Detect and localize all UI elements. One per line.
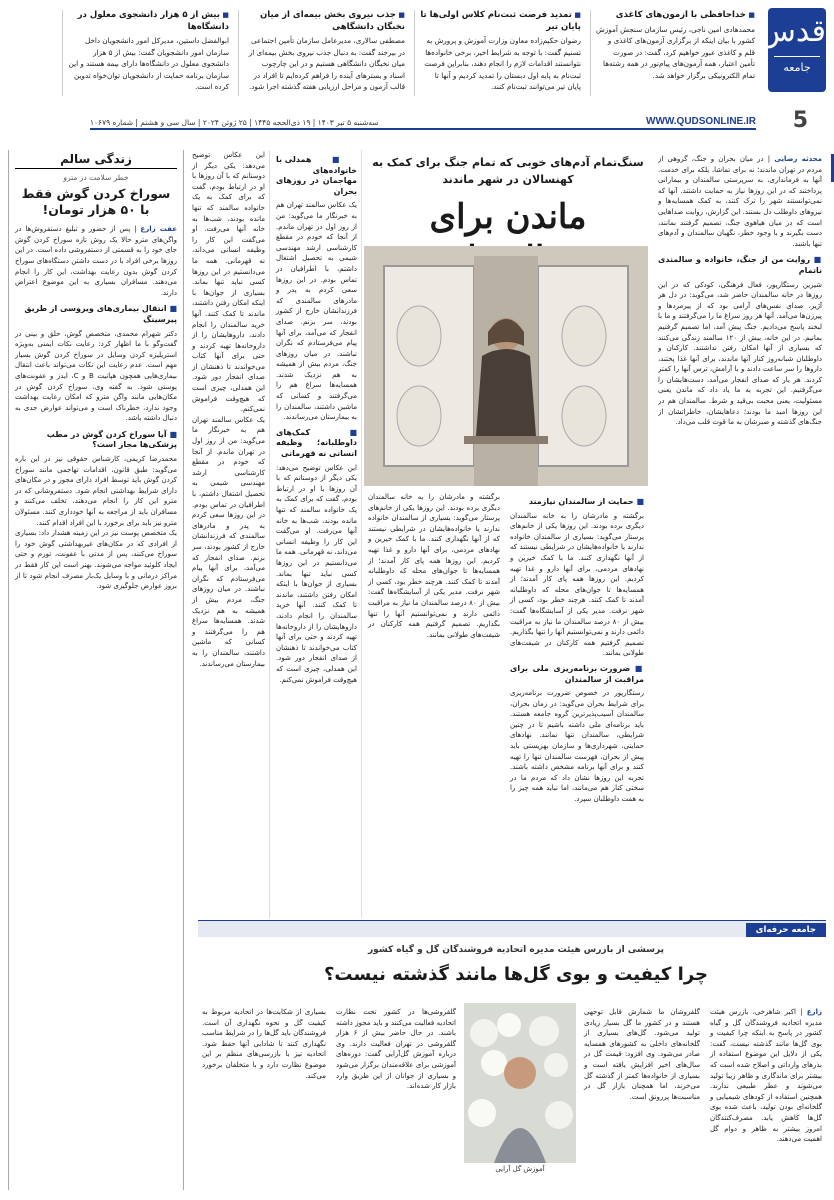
bottom-byline: زارع [806,1008,823,1016]
lead-column-a [506,492,648,917]
elderly-woman-photo-icon [364,246,648,486]
brief-text: ابوالفضل داستین، مدیرکل امور دانشجویان داخل سازمان امور دانشجویان گفت: بیش از ۵ هزار دانشجوی معلول در دانشگاه‌ها دارای بیمه هستند و این سازمان برنامه حمایت از دانشجویان توان‌خواه تدوین کرده است. [68,36,229,91]
lead-sec4-head: ■ همدلی با خانواده‌های مهاجمان در روزهای بحران [276,155,357,197]
sidebar-text2: محمدرضا کریمی، کارشناس حقوقی نیز در این باره می‌گوید: طبق قانون، اقدامات تهاجمی مانند سوراخ کردن گوش باید توسط افراد دارای مجوز و در مکان‌های دارای شرایط بهداشتی انجام شود. دستفروشانی که در مترو این کار را انجام می‌دهند، تخلف می‌کنند و مسافران باید از مراجعه به آنها خودداری کنند. مسئولان مترو نیز باید برای برخورد با این افراد اقدام کنند. [15,455,177,527]
lead-photo [364,246,648,486]
brief-text: مصطفی سالاری، مدیرعامل سازمان تأمین اجتماعی در بیرجند گفت: به دنبال جذب نیروی بخش بیمه‌ای از میان نخبگان دانشگاهی هستیم و در این چارچوب اسناد و بسترهای آینده را فراهم کرده‌ایم تا افراد در قالب آزمون و مراحل ارزیابی هفته گذشته اجرا شود. [248,36,405,91]
lead-right-column [658,150,826,920]
lead-sec3-text: رستگارپور در خصوص ضرورت برنامه‌ریزی برای شرایط بحران می‌گوید: در زمان بحران، سالمندان آسیب‌پذیرترین گروه جامعه هستند. باید برنامه‌ای ملی داشته باشیم تا در چنین شرایطی، سالمندان تنها نمانند. نهادهای حمایتی، شهرداری‌ها و سازمان بهزیستی باید پیش از بحران، فهرست سالمندان تنها را تهیه کنند و برای آنها برنامه مشخص داشته باشند. تجربه این روزها نشان داد که مردم ما در سختی کنار هم می‌مانند، اما نباید همه چیز را به همت داوطلبان سپرد. [510,689,644,804]
page-number: 5 [792,108,808,133]
sidebar-kicker: خطر سلامت در مترو [63,172,129,182]
lead-byline: محدثه رضایی [774,155,823,163]
bottom-column-1: زارع | اکبر شاهرخی، بازرس هیئت مدیره اتحادیه فروشندگان گل و گیاه کشور در پاسخ به اینکه چرا کیفیت و بوی گل‌ها مانند گذشته نیست، گفت: یکی از دلایل این موضوع استفاده از بذرهای وارداتی و اصلاح شده است که بیشتر برای ماندگاری و ظاهر زیبا تولید می‌شوند و عطر طبیعی ندارند. همچنین استفاده از کودهای شیمیایی و گلخانه‌ای بودن تولید، باعث شده بوی گل‌ها کاهش یابد. مصرف‌کنندگان امروز بیشتر به ظاهر و دوام گل اهمیت می‌دهند. [710,1008,823,1144]
flower-seller-photo-icon [464,1003,576,1163]
site-url[interactable]: WWW.QUDSONLINE.IR [646,116,756,127]
sidebar-text1: دکتر شهرام محمدی، متخصص گوش، حلق و بینی در گفت‌وگو با ما اظهار کرد: رعایت نکات ایمنی به‌ویژه استریلیزه کردن وسایل در سوراخ کردن گوش بسیار مهم است. عدم رعایت این نکات می‌تواند باعث انتقال بیماری‌هایی همچون هپاتیت B و C، ایدز و عفونت‌های پوستی شود. به گفته وی، سوراخ کردن گوش در مکان‌هایی مانند واگن مترو که امکان رعایت بهداشت وجود ندارد، خطرناک است و می‌تواند عوارض جدی به دنبال داشته باشد. [15,329,177,423]
brief-title: ■ جذب نیروی بخش بیمه‌ای از میان نخبگان دانشگاهی [244,10,405,33]
sidebar-sub2: ■ آیا سوراخ کردن گوش در مطب پزشکی‌ها مجاز است؟ [15,430,177,451]
lead-sec3-cont: برگشته و مادرشان را به خانه سالمندان دیگری برده بودند. این روزها یکی از خانم‌های پرستار می‌گوید: بسیاری از سالمندان خانواده ندارند یا خانواده‌هایشان در شرایطی نیستند که از آنها نگهداری کنند. ما با کمک خیرین و نهادهای مردمی، برای آنها دارو و غذا تهیه کردیم. این روزها همه پای کار آمدند؛ از همسایه‌ها تا جوان‌های محله که داوطلبانه آمدند تا کمک کنند. هرچند خطر بود، کسی از شهر نرفت. مدیر یکی از آسایشگاه‌ها گفت: بیش از ۸۰ درصد سالمندان ما نیاز به مراقبت دائمی دارند و نمی‌توانستیم آنها را تنها بگذاریم. تصمیم گرفتیم همه کارکنان در شیفت‌های طولانی بمانند. [368,493,500,639]
logo-text: قدس [759,14,826,49]
brief-text: محمدهادی امین ناجی، رئیس سازمان سنجش آموزش کشور با بیان اینکه از برگزاری آزمون‌های کاغذی و قلم و کاغذی عبور خواهیم کرد، گفت: در صورت تأمین اعتبار، همه آزمون‌های پیام‌نور در همه رشته‌ها تمام الکترونیکی برگزار خواهد شد. [596,24,755,80]
lead-sec1-text: شیرین رستگارپور، فعال فرهنگی، کودکی که در این روزها در خانه سالمندان حاضر شد، می‌گوید: در دل هر آژیر، صدای نفس‌های آرامی بود که از پیرمردها و پیرزن‌ها می‌آمد. آنها هر روز سراغ ما را می‌گرفتند و ما با لبخند پاسخ می‌دادیم. جنگ پیش آمد، اما تصمیم گرفتیم بمانیم. در این خانه، بیش از ۱۲۰ سالمند زندگی می‌کنند که بسیاری از آنها امکان رفتن نداشتند. کارکنان و داوطلبان شبانه‌روز کنار آنها ماندند، برای آنها غذا پختند، داروها را سر ساعت دادند و با آرامش، ترس آنها را کمتر کردند. هر بار که صدای انفجار می‌آمد، دست‌هایشان را می‌گرفتیم. این تجربه به ما یاد داد که ماندن یعنی مسئولیت، یعنی محبت بی‌قید و شرط. سالمندان هم در این روزها امید ما بودند؛ دعاهایشان، خاطراتشان از جنگ‌های گذشته و صبرشان به ما قوت قلب می‌داد. [658,280,823,427]
lead-kicker: سنگ‌تمام آدم‌های خوبی که تمام جنگ برای کمک به کهنسالان در شهر ماندند [372,156,644,186]
sidebar-text3: یک متخصص پوست نیز در این زمینه هشدار داد: بسیاری از افرادی که در مکان‌های غیربهداشتی گوش خود را سوراخ می‌کنند، پس از مدتی با عفونت، تورم و حتی ایجاد کلوئید مواجه می‌شوند. بهتر است این کار فقط در مراکز درمانی و با وسایل یک‌بار مصرف انجام شود تا از بروز عوارض جلوگیری شود. [15,529,177,591]
sidebar-byline: عفت زارع [140,225,177,234]
top-news-strip [0,0,834,118]
lead-sec4-text: یک عکاس سالمند تهران هم به خبرنگار ما می‌گوید: من از روز اول در تهران ماندم. از آنجا که خودم در مقطع کارشناسی ارشد مهندسی شیمی به تحصیل اشتغال داشتم، با اطرافیان در تماس بودم. در این روزها سعی کردم به پدر و مادرهای سالمندی که فرزندانشان خارج از کشور بودند، سر بزنم. صدای انفجار که می‌آمد، برای آنها پیام می‌فرستادم که نگران نباشند. در میان روزهای جنگ، مردم بیش از همیشه به هم نزدیک شدند. همسایه‌ها سراغ هم را می‌گرفتند و کسانی که ماشین داشتند، سالمندان را به بیمارستان می‌رساندند. [276,201,357,422]
lead-sec4-cont: یک عکاس سالمند تهران هم به خبرنگار ما می‌گوید: من از روز اول در تهران ماندم. از آنجا که خودم در مقطع کارشناسی ارشد مهندسی شیمی به تحصیل اشتغال داشتم، با اطرافیان در تماس بودم. در این روزها سعی کردم به پدر و مادرهای سالمندی که فرزندانشان خارج از کشور بودند، سر بزنم. صدای انفجار که می‌آمد، برای آنها پیام می‌فرستادم که نگران نباشند. در میان روزهای جنگ، مردم بیش از همیشه به هم نزدیک شدند. همسایه‌ها سراغ هم را می‌گرفتند و کسانی که ماشین داشتند، سالمندان را به بیمارستان می‌رساندند. [192,415,265,668]
sidebar-headline: سوراخ کردن گوش فقط با ۵۰ هزار تومان! [21,186,171,218]
bottom-photo-caption: آموزش گل آرایی [495,1165,545,1173]
bottom-section-label: جامعه حرفه‌ای [746,923,826,937]
brief-4 [62,10,234,96]
bottom-column-2: گلفروشان ما شمارش قابل توجهی هستند و در کشور ما گل بسیار زیادی تولید می‌شود. گل‌های بسیاری از گلخانه‌های داخلی به کشورهای همسایه صادر می‌شود. وی افزود: قیمت گل در سال‌های اخیر افزایش یافته است و بسیاری از خانواده‌ها کمتر از گذشته گل می‌خرند، اما همچنان بازار گل در مناسبت‌ها پررونق است. [584,1008,700,1101]
lead-sec3-head: ■ ضرورت برنامه‌ریزی ملی برای مراقبت از سالمندان [510,664,644,685]
sidebar-section-title: زندگی سالم [15,154,177,169]
logo-section: جامعه [774,56,820,74]
health-sidebar [8,150,184,1190]
brief-2 [414,10,586,96]
lead-sec2-head: ■ حمایت از سالمندان نیازمند [510,497,644,508]
bottom-headline: چرا کیفیت و بوی گل‌ها مانند گذشته نیست؟ [323,964,709,985]
lead-sec2-text: برگشته و مادرشان را به خانه سالمندان دیگری برده بودند. این روزها یکی از خانم‌های پرستار می‌گوید: بسیاری از سالمندان خانواده ندارند یا خانواده‌هایشان در شرایطی نیستند که از آنها نگهداری کنند. ما با کمک خیرین و نهادهای مردمی، برای آنها دارو و غذا تهیه کردیم. این روزها همه پای کار آمدند؛ از همسایه‌ها تا جوان‌های محله که داوطلبانه آمدند تا کمک کنند. هرچند خطر بود، کسی از شهر نرفت. مدیر یکی از آسایشگاه‌ها گفت: بیش از ۸۰ درصد سالمندان ما نیاز به مراقبت دائمی دارند و نمی‌توانستیم آنها را تنها بگذاریم. تصمیم گرفتیم همه کارکنان در شیفت‌های طولانی بمانند. [510,511,644,658]
brief-title: ■ خداحافظی با آزمون‌های کاغذی [596,10,755,22]
brief-text: رضوان حکیم‌زاده معاون وزارت آموزش و پرورش به تسنیم گفت: با توجه به شرایط اخیر، برخی خانواده‌ها نتوانستند اقدامات لازم را انجام دهند، بنابراین فرصت ثبت‌نام به پایه اول دبستان را تمدید کردیم و آنها تا پایان تیر می‌توانند ثبت‌نام کنند. [424,36,581,91]
lead-column-b [364,492,504,917]
lead-intro: محدثه رضایی | در میان بحران و جنگ، گروهی از مردم در تهران ماندند؛ نه برای تماشا، بلکه برای خدمت. آنها به فرمانداری، به سرپرستی سالمندان و بیمارانی پرداختند که در این روزها نیاز به حمایت داشتند. آنها که نمی‌توانستند شهر را ترک کنند، به کمک همسایه‌ها و نیروهای داوطلب دل بستند. این گزارش، روایت صداهایی است که در میان هیاهوی جنگ، تصمیم گرفتند بمانند، دست بگیرند و با وجود خطر، نگهبان سالمندان و آدم‌های تنها باشند. [658,155,823,248]
bottom-feature [198,920,826,1192]
masthead-logo [759,8,826,92]
brief-title: ■ بیش از ۵ هزار دانشجوی معلول در دانشگاه‌ها [68,10,229,33]
brief-title: ■ تمدید فرصت ثبت‌نام کلاس اولی‌ها تا پایان تیر [420,10,581,33]
lead-sec5-text: این عکاس توضیح می‌دهد: یکی دیگر از دوستانم که با آن روزها با او در ارتباط بودم، گفت که برای کمک به یک خانواده سالمند که تنها مانده بودند، شب‌ها به خانه آنها می‌رفت. او می‌گفت این کار را وظیفه انسانی می‌داند، نه قهرمانی. همه ما می‌دانستیم در این روزها کسی نباید تنها بماند. بسیاری از جوان‌ها با اینکه امکان رفتن داشتند، ماندند تا کمک کنند. آنها خرید سالمندان را انجام دادند، داروهایشان را از داروخانه‌ها تهیه کردند و حتی برای آنها کتاب می‌خواندند تا ذهنشان از صدای انفجار دور شود. این همدلی، چیزی است که هیچ‌وقت فراموش نمی‌کنم. [276,463,357,684]
bottom-kicker: پرسشی از بازرس هیئت مدیره اتحادیه فروشندگان گل و گیاه کشور [368,945,664,955]
lead-title: ماندن برای [429,197,587,237]
middle-column-b [188,150,270,918]
brief-1 [590,10,760,96]
meta-bar [90,116,756,130]
issue-date: سه‌شنبه ۵ تیر ۱۴۰۳ | ۱۹ ذی‌الحجه ۱۴۴۵ | ۲۵ ژوئن ۲۰۲۴ | سال سی و هشتم | شماره ۱۰۶۷۹ [90,118,379,127]
lead-sec1-head: ■ روایت من از جنگ، خانواده و سالمندی ناتمام [658,255,822,276]
sidebar-sub1: ■ انتقال بیماری‌های ویروسی از طریق پیرسینگ [15,304,177,325]
brief-3 [238,10,410,96]
bottom-column-4: بسیاری از شکایت‌ها در اتحادیه مربوط به کیفیت گل و نحوه نگهداری آن است. فروشندگان باید گل‌ها را در شرایط مناسب نگهداری کنند تا شادابی آنها حفظ شود. اتحادیه نیز با بازرسی‌های منظم بر این موضوع نظارت دارد و با متخلفان برخورد می‌کند. [202,1008,326,1080]
middle-column-a [272,150,362,918]
bottom-photo [464,1003,576,1163]
lead-sec5-head: ■ کمک‌های داوطلبانه؛ وظیفه انسانی نه قهرمانی [276,428,357,460]
bottom-column-3: گلفروشی‌ها در کشور تحت نظارت اتحادیه فعالیت می‌کنند و باید مجوز داشته باشند. در حال حاضر بیش از ۶ هزار گلفروشی در تهران فعالیت دارند. وی درباره آموزش گل‌آرایی گفت: دوره‌های آموزشی برای علاقه‌مندان برگزار می‌شود و بسیاری از جوانان از این طریق وارد بازار کار شده‌اند. [336,1008,456,1091]
lead-sec5-cont: این عکاس توضیح می‌دهد: یکی دیگر از دوستانم که با آن روزها با او در ارتباط بودم، گفت که برای کمک به یک خانواده سالمند که تنها مانده بودند، شب‌ها به خانه آنها می‌رفت. او می‌گفت این کار را وظیفه انسانی می‌داند، نه قهرمانی. همه ما می‌دانستیم در این روزها کسی نباید تنها بماند. بسیاری از جوان‌ها با اینکه امکان رفتن داشتند، ماندند تا کمک کنند. آنها خرید سالمندان را انجام دادند، داروهایشان را از داروخانه‌ها تهیه کردند و حتی برای آنها کتاب می‌خواندند تا ذهنشان از صدای انفجار دور شود. این همدلی، چیزی است که هیچ‌وقت فراموش نمی‌کنم. [192,151,265,414]
bottom-strip [198,921,826,937]
sidebar-intro: عفت زارع | پس از حضور و تبلیغ دستفروش‌ها در واگن‌های مترو حالا یک روش تازه سوراخ کردن گوش جای خود را به قسمتی از دستفروشی داده است. در این روزها برخی افراد با در دست داشتن دستگاه‌های سوراخ کردن گوش بدون رعایت بهداشت، این کار را انجام می‌دهند. مسافران بسیاری به این موضوع اعتراض دارند. [15,225,177,297]
